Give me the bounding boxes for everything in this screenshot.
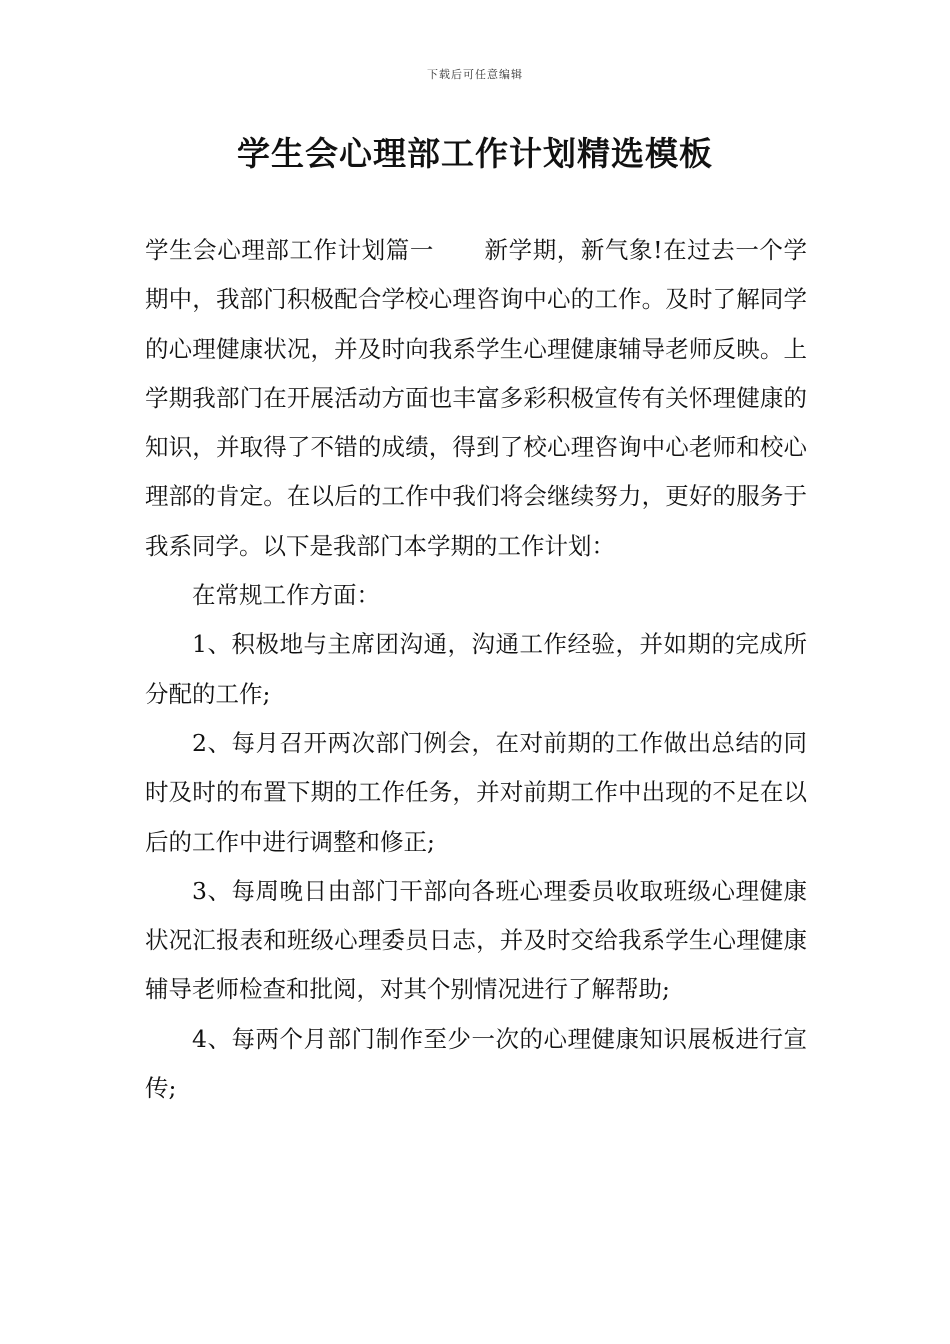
list-item: 3、每周晚日由部门干部向各班心理委员收取班级心理健康状况汇报表和班级心理委员日志，并及时交给我系学生心理健康辅导老师检查和批阅，对其个别情况进行了解帮助; — [145, 876, 807, 1004]
header-note: 下载后可任意编辑 — [427, 68, 523, 81]
document-title: 学生会心理部工作计划精选模板 — [237, 134, 713, 173]
list-item: 2、每月召开两次部门例会，在对前期的工作做出总结的同时及时的布置下期的工作任务，并对前期工作中出现的不足在以后的工作中进行调整和修正; — [145, 728, 807, 856]
document-body — [145, 226, 807, 1113]
list-item: 1、积极地与主席团沟通，沟通工作经验，并如期的完成所分配的工作; — [145, 630, 807, 708]
intro-text: 新学期，新气象!在过去一个学期中，我部门积极配合学校心理咨询中心的工作。及时了解同学的心理健康状况，并及时向我系学生心理健康辅导老师反映。上学期我部门在开展活动方面也丰富多彩积极宣传有关怀理健康的知识，并取得了不错的成绩，得到了校心理咨询中心老师和校心理部的肯定。在以后的工作中我们将会继续努力，更好的服务于我系同学。以下是我部门本学期的工作计划： — [145, 236, 807, 560]
intro-paragraph — [145, 226, 807, 571]
intro-lead: 学生会心理部工作计划篇一 — [145, 236, 434, 264]
list-item: 4、每两个月部门制作至少一次的心理健康知识展板进行宣传; — [145, 1024, 807, 1103]
section-heading: 在常规工作方面： — [192, 581, 380, 610]
